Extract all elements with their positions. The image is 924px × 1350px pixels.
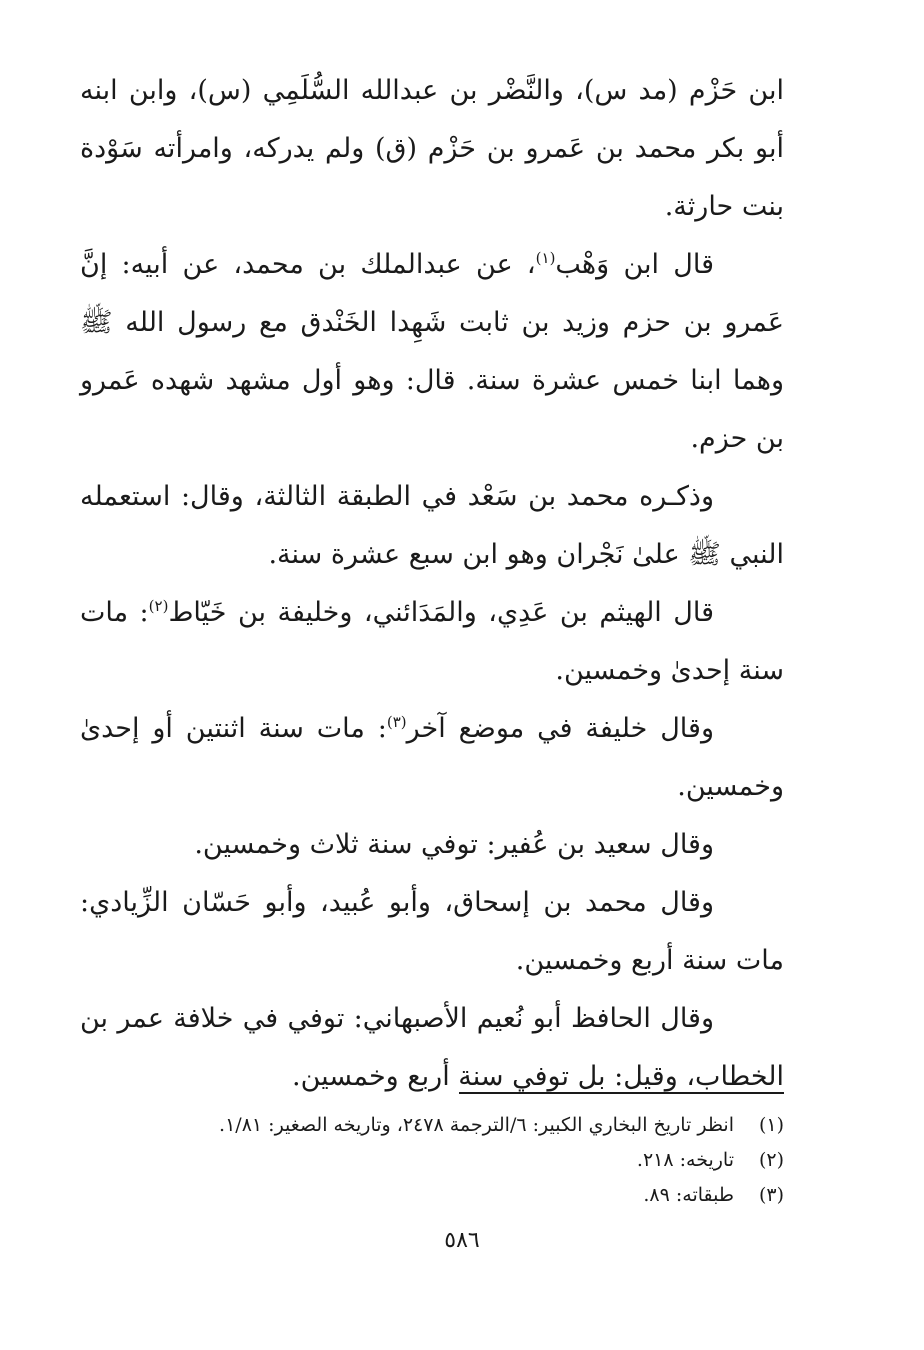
footnote-number: (٣) xyxy=(758,1184,784,1206)
footnote-ref-2[interactable]: (٢) xyxy=(148,597,169,615)
paragraph-4-start: قال الهيثم بن عَدِي، والمَدَائني، وخليفة بن خَيّاط xyxy=(168,597,714,628)
paragraph-7: وقال محمد بن إسحاق، وأبو عُبيد، وأبو حَسّان الزِّيادي: مات سنة أربع وخمسين. xyxy=(80,887,784,976)
footnote-ref-1[interactable]: (١) xyxy=(535,249,556,267)
paragraph-2 xyxy=(80,236,784,468)
footnote-2 xyxy=(80,1143,784,1178)
paragraph-4-rest: : مات سنة إحدىٰ وخمسين. xyxy=(80,597,784,686)
footnote-text: طبقاته: ٨٩. xyxy=(643,1184,734,1206)
footnote-1 xyxy=(80,1108,784,1143)
paragraph-5 xyxy=(80,700,784,816)
footnote-ref-3[interactable]: (٣) xyxy=(386,713,407,731)
paragraph-4 xyxy=(80,584,784,700)
page-number: ٥٨٦ xyxy=(444,1228,480,1253)
paragraph-2-start: قال ابن وَهْب xyxy=(555,249,714,280)
footnote-text: انظر تاريخ البخاري الكبير: ٦/الترجمة ٢٤٧٨، وتاريخه الصغير: ١/٨١. xyxy=(219,1114,734,1136)
paragraph-1: ابن حَزْم (مد س)، والنَّضْر بن عبدالله السُّلَمِي (س)، وابن ابنه أبو بكر محمد بن عَمرو بن حَزْم (ق) ولم يدركه، وامرأته سَوْدة بنت حارثة. xyxy=(80,75,784,222)
paragraph-3: وذكـره محمد بن سَعْد في الطبقة الثالثة، وقال: استعمله النبي ﷺ علىٰ نَجْران وهو ابن سبع عشرة سنة. xyxy=(80,481,784,570)
footnote-divider xyxy=(459,1092,784,1094)
main-text xyxy=(80,62,784,1106)
footnote-number: (١) xyxy=(758,1114,784,1136)
paragraph-8: وقال الحافظ أبو نُعيم الأصبهاني: توفي في خلافة عمر بن الخطاب، وقيل: بل توفي سنة أربع وخمسين. xyxy=(80,1003,784,1092)
paragraph-6: وقال سعيد بن عُفير: توفي سنة ثلاث وخمسين. xyxy=(194,829,714,860)
paragraph-5-rest: : مات سنة اثنتين أو إحدىٰ وخمسين. xyxy=(80,713,784,802)
footnote-text: تاريخه: ٢١٨. xyxy=(636,1149,734,1171)
footnote-number: (٢) xyxy=(758,1149,784,1171)
paragraph-2-rest: ، عن عبدالملك بن محمد، عن أبيه: إنَّ عَمرو بن حزم وزيد بن ثابت شَهِدا الخَنْدق مع رسول الله ﷺ وهما ابنا خمس عشرة سنة. قال: وهو أول مشهد شهده عَمرو بن حزم. xyxy=(80,249,784,454)
footnote-3 xyxy=(80,1178,784,1213)
footnotes xyxy=(80,1108,784,1213)
paragraph-5-start: وقال خليفة في موضع آخر xyxy=(406,713,714,744)
